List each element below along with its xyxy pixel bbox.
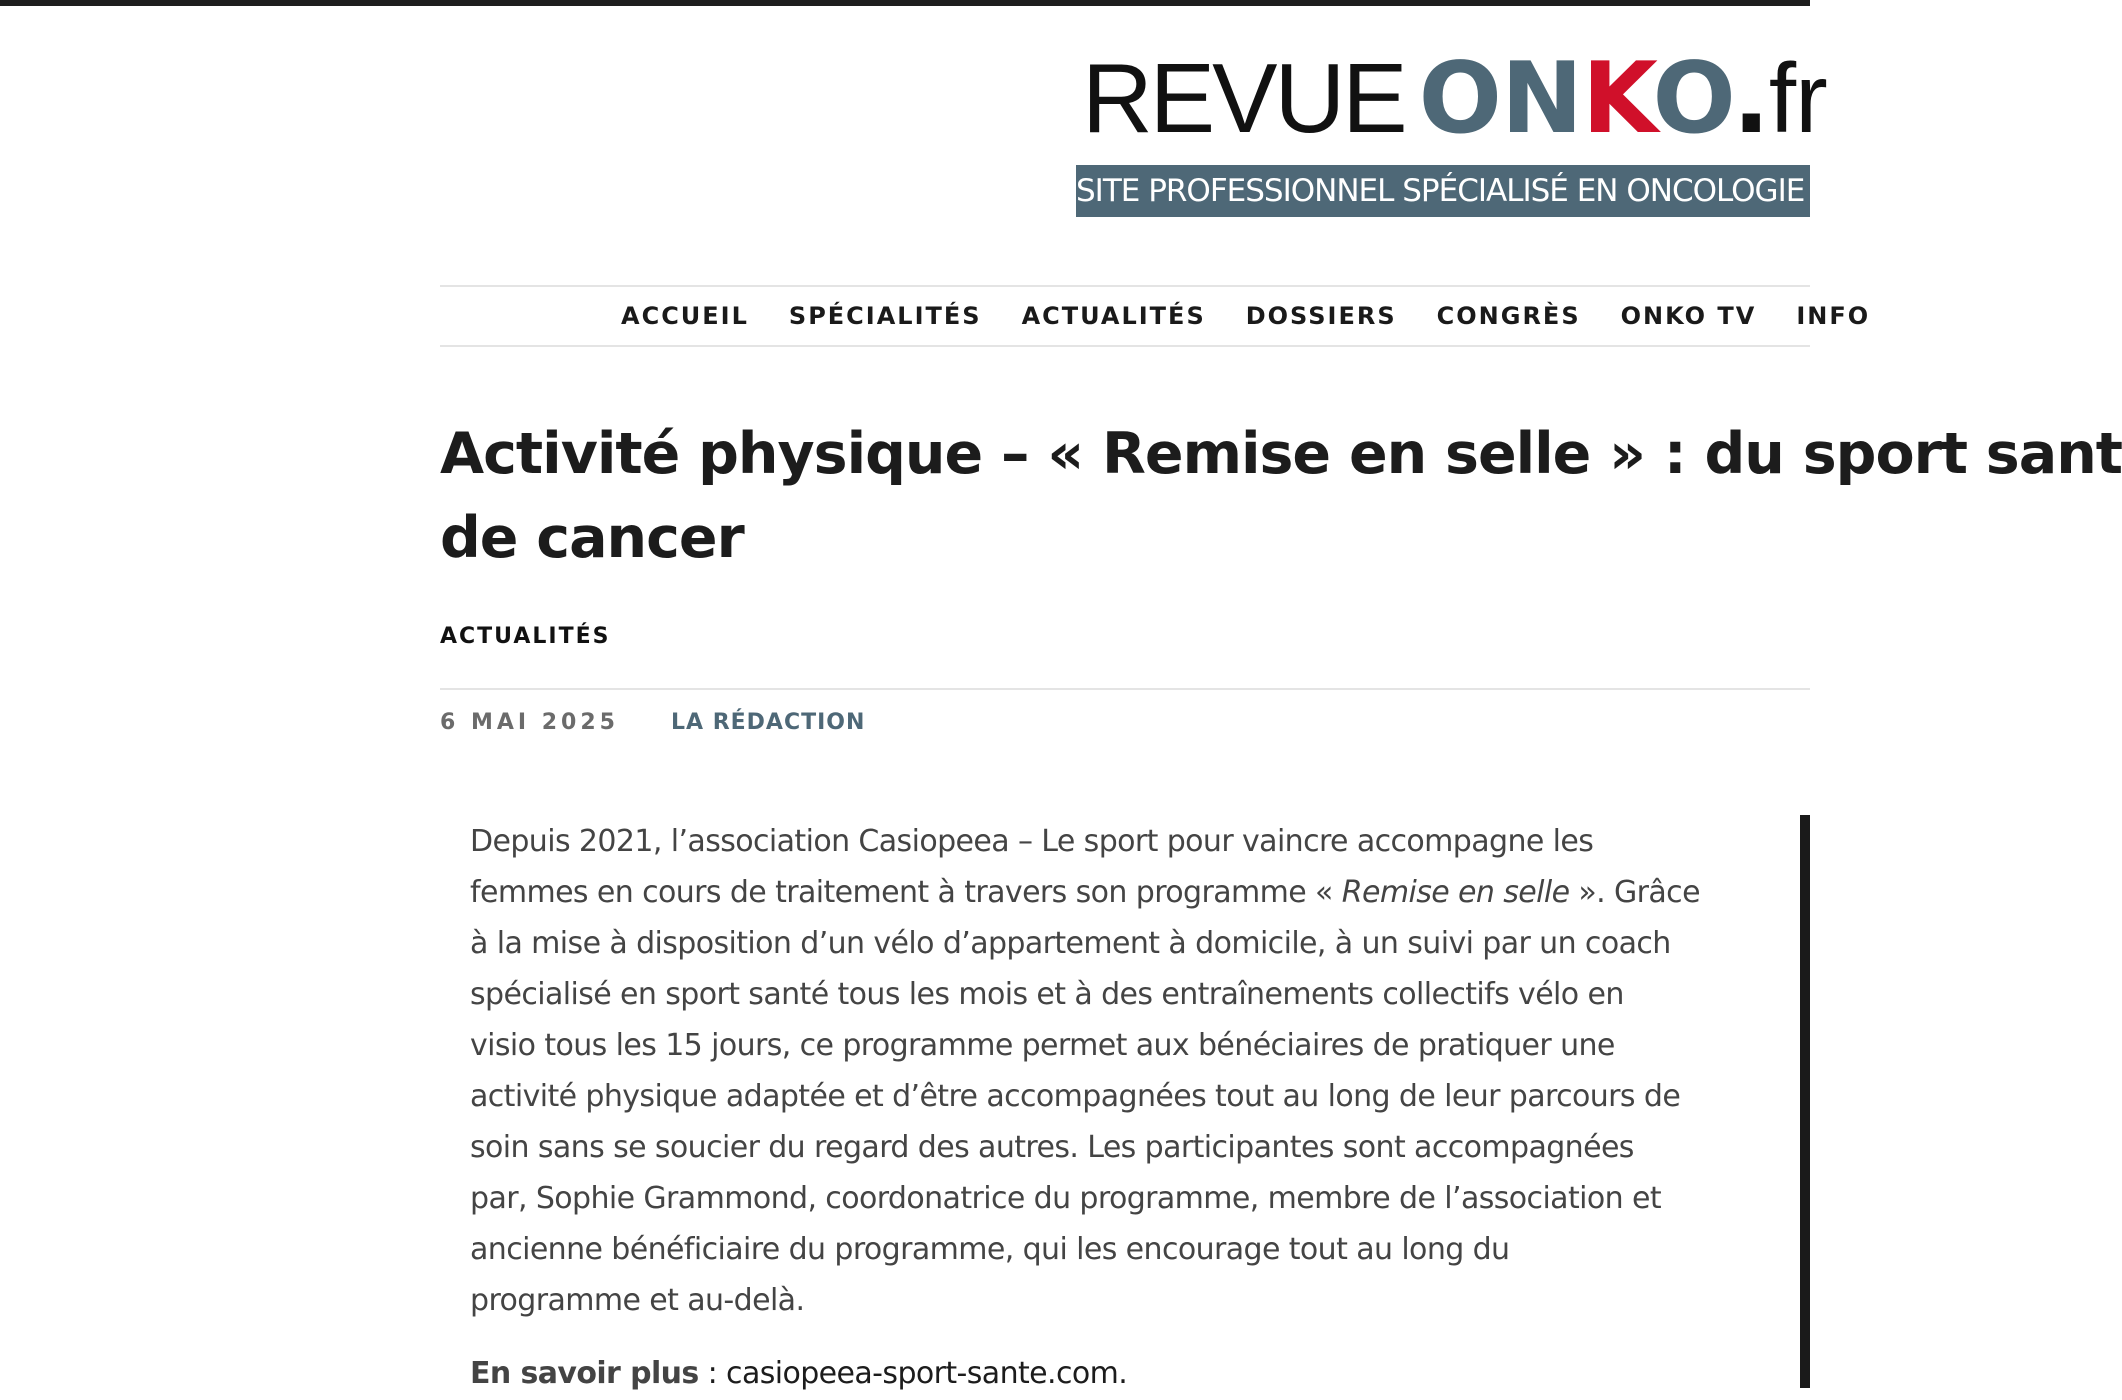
logo-o: O	[1652, 42, 1733, 156]
body-text-segment: femmes en cours de traitement à travers son programme «	[470, 875, 1342, 910]
learn-more-separator: :	[698, 1356, 727, 1391]
article-title	[440, 412, 2122, 580]
body-line: à la mise à disposition d’un vélo d’appartement à domicile, à un suivi par un coach	[470, 926, 1671, 961]
nav-item-info[interactable]: INFO	[1796, 302, 1871, 330]
logo-onko	[1419, 42, 1733, 156]
article-body	[470, 816, 1720, 1326]
nav-item-congres[interactable]: CONGRÈS	[1436, 302, 1581, 330]
meta-divider	[440, 688, 1810, 690]
external-link[interactable]: casiopeea-sport-sante.com.	[726, 1356, 1128, 1391]
logo-revue: REVUE	[1082, 43, 1405, 153]
nav-list	[621, 287, 1910, 345]
main-nav	[440, 285, 1871, 347]
article-title-line-2: de cancer	[440, 505, 744, 571]
logo-on: ON	[1418, 42, 1582, 156]
body-line: activité physique adaptée et d’être accompagnées tout au long de leur parcours de	[470, 1079, 1681, 1114]
body-line: spécialisé en sport santé tous les mois et à des entraînements collectifs vélo en	[470, 977, 1624, 1012]
sidebar-edge	[1800, 815, 1810, 1388]
body-line: programme et au-delà.	[470, 1283, 805, 1318]
learn-more-label: En savoir plus	[470, 1356, 699, 1391]
nav-item-specialites[interactable]: SPÉCIALITÉS	[788, 302, 982, 330]
nav-item-onko-tv[interactable]: ONKO TV	[1620, 302, 1757, 330]
site-logo[interactable]	[1082, 38, 1827, 159]
publish-date: 6 MAI 2025	[440, 710, 619, 735]
learn-more	[470, 1348, 1127, 1400]
logo-dot: .	[1732, 42, 1769, 156]
article-title-line-1: Activité physique – « Remise en selle » : du sport sant	[440, 421, 2122, 487]
body-line: soin sans se soucier du regard des autres. Les participantes sont accompagnées	[470, 1130, 1634, 1165]
body-line: Depuis 2021, l’association Casiopeea – Le sport pour vaincre accompagne les	[470, 824, 1594, 859]
site-tagline: SITE PROFESSIONNEL SPÉCIALISÉ EN ONCOLOGIE	[1076, 165, 1810, 217]
body-line: visio tous les 15 jours, ce programme permet aux bénéciaires de pratiquer une	[470, 1028, 1615, 1063]
program-name: Remise en selle	[1341, 875, 1570, 910]
body-text-segment: ». Grâce	[1569, 875, 1700, 910]
author-link[interactable]: LA RÉDACTION	[671, 710, 866, 735]
nav-item-actualites[interactable]: ACTUALITÉS	[1021, 302, 1206, 330]
nav-item-accueil[interactable]: ACCUEIL	[621, 302, 749, 330]
body-line: ancienne bénéficiaire du programme, qui les encourage tout au long du	[470, 1232, 1510, 1267]
body-line	[470, 867, 1720, 918]
category-link[interactable]: ACTUALITÉS	[440, 624, 611, 649]
body-line: par, Sophie Grammond, coordonatrice du programme, membre de l’association et	[470, 1181, 1661, 1216]
top-border	[0, 0, 1810, 6]
nav-item-dossiers[interactable]: DOSSIERS	[1245, 302, 1397, 330]
logo-k: K	[1581, 42, 1653, 156]
logo-fr: fr	[1768, 43, 1827, 153]
